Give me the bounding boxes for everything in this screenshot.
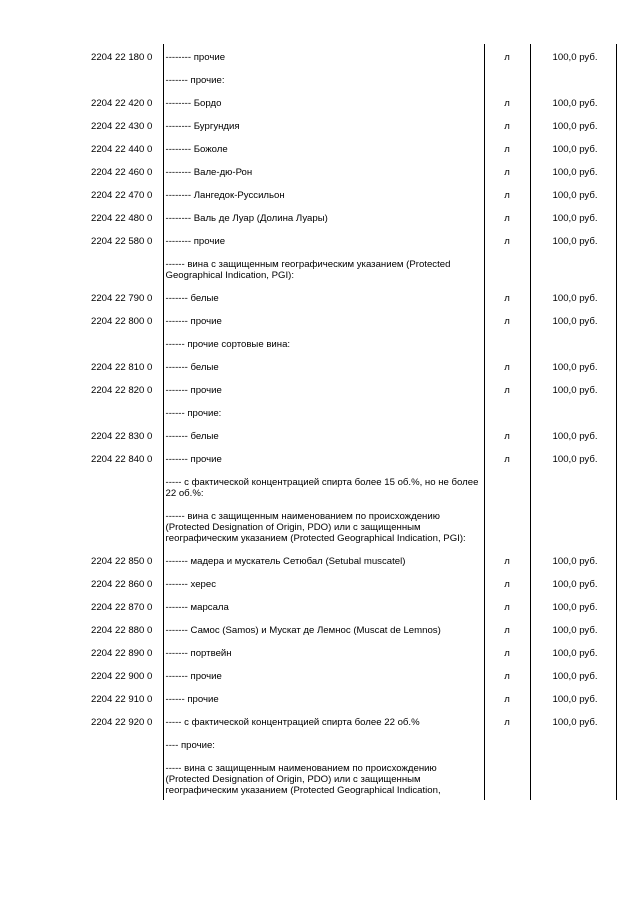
duty-rate-cell <box>530 503 616 548</box>
tariff-code-cell: 2204 22 810 0 <box>91 362 153 373</box>
unit-cell: л <box>484 686 530 709</box>
duty-rate-cell: 100,0 руб. <box>530 308 616 331</box>
tariff-code-cell <box>87 503 163 548</box>
description-cell: ------ прочие <box>163 686 484 709</box>
unit-cell <box>484 400 530 423</box>
table-row <box>87 686 616 709</box>
description-cell: ----- вина с защищенным наименованием по происхождению (Protected Designation of Origin, PDO) или с защищенным географическим указанием (Protected Geographical Indication, <box>163 755 484 800</box>
description-cell: ------ прочие: <box>163 400 484 423</box>
table-row <box>87 90 616 113</box>
table-row <box>87 136 616 159</box>
tariff-code-cell: 2204 22 460 0 <box>91 167 153 178</box>
duty-rate-cell: 100,0 руб. <box>530 354 616 377</box>
table-row <box>87 446 616 469</box>
tariff-code-cell: 2204 22 910 0 <box>91 694 153 705</box>
duty-rate-cell: 100,0 руб. <box>530 285 616 308</box>
tariff-code-cell: 2204 22 870 0 <box>91 602 153 613</box>
unit-cell <box>484 755 530 800</box>
duty-rate-cell: 100,0 руб. <box>530 594 616 617</box>
table-row <box>87 423 616 446</box>
duty-rate-cell: 100,0 руб. <box>530 709 616 732</box>
unit-cell: л <box>484 548 530 571</box>
unit-cell <box>484 469 530 503</box>
duty-rate-cell <box>530 755 616 800</box>
description-cell: -------- Бургундия <box>163 113 484 136</box>
duty-rate-cell: 100,0 руб. <box>530 136 616 159</box>
table-row <box>87 285 616 308</box>
description-cell: ------ вина с защищенным наименованием по происхождению (Protected Designation of Origin, PDO) или с защищенным географическим указанием (Protected Geographical Indication, PGI): <box>163 503 484 548</box>
tariff-code-cell: 2204 22 180 0 <box>91 52 153 63</box>
description-cell: ----- с фактической концентрацией спирта более 15 об.%, но не более 22 об.%: <box>163 469 484 503</box>
tariff-code-cell: 2204 22 420 0 <box>91 98 153 109</box>
tariff-code-cell <box>87 469 163 503</box>
table-row <box>87 182 616 205</box>
unit-cell: л <box>484 113 530 136</box>
duty-rate-cell: 100,0 руб. <box>530 548 616 571</box>
tariff-code-cell: 2204 22 860 0 <box>91 579 153 590</box>
description-cell: ------- прочие <box>163 308 484 331</box>
description-cell: -------- Божоле <box>163 136 484 159</box>
duty-rate-cell: 100,0 руб. <box>530 617 616 640</box>
duty-rate-cell: 100,0 руб. <box>530 663 616 686</box>
table-row <box>87 709 616 732</box>
unit-cell: л <box>484 228 530 251</box>
unit-cell <box>484 503 530 548</box>
tariff-code-cell: 2204 22 430 0 <box>91 121 153 132</box>
tariff-code-cell: 2204 22 850 0 <box>91 556 153 567</box>
unit-cell: л <box>484 44 530 67</box>
table-row <box>87 67 616 90</box>
table-row <box>87 159 616 182</box>
description-cell: ------- прочие <box>163 377 484 400</box>
tariff-code-cell: 2204 22 820 0 <box>91 385 153 396</box>
description-cell: ------- мадера и мускатель Сетюбал (Setubal muscatel) <box>163 548 484 571</box>
tariff-code-cell <box>87 251 163 285</box>
unit-cell <box>484 732 530 755</box>
description-cell: ------- прочие: <box>163 67 484 90</box>
table-row <box>87 571 616 594</box>
table-row <box>87 617 616 640</box>
table-row <box>87 594 616 617</box>
table-row <box>87 732 616 755</box>
unit-cell: л <box>484 423 530 446</box>
tariff-table-body <box>87 44 616 800</box>
tariff-code-cell: 2204 22 580 0 <box>91 236 153 247</box>
tariff-code-cell <box>87 732 163 755</box>
unit-cell <box>484 331 530 354</box>
tariff-code-cell: 2204 22 470 0 <box>91 190 153 201</box>
table-row <box>87 640 616 663</box>
duty-rate-cell <box>530 400 616 423</box>
description-cell: ------ прочие сортовые вина: <box>163 331 484 354</box>
duty-rate-cell: 100,0 руб. <box>530 113 616 136</box>
unit-cell <box>484 251 530 285</box>
duty-rate-cell: 100,0 руб. <box>530 571 616 594</box>
description-cell: ------- херес <box>163 571 484 594</box>
duty-rate-cell <box>530 67 616 90</box>
duty-rate-cell: 100,0 руб. <box>530 44 616 67</box>
table-row <box>87 251 616 285</box>
tariff-code-cell <box>87 400 163 423</box>
unit-cell: л <box>484 594 530 617</box>
duty-rate-cell <box>530 469 616 503</box>
tariff-code-cell <box>87 331 163 354</box>
description-cell: ------- портвейн <box>163 640 484 663</box>
duty-rate-cell: 100,0 руб. <box>530 159 616 182</box>
tariff-code-cell: 2204 22 800 0 <box>91 316 153 327</box>
duty-rate-cell: 100,0 руб. <box>530 640 616 663</box>
tariff-document <box>87 44 616 800</box>
unit-cell: л <box>484 205 530 228</box>
table-row <box>87 331 616 354</box>
description-cell: ------- марсала <box>163 594 484 617</box>
tariff-code-cell <box>87 755 163 800</box>
description-cell: ---- прочие: <box>163 732 484 755</box>
table-row <box>87 377 616 400</box>
table-row <box>87 400 616 423</box>
description-cell: -------- прочие <box>163 44 484 67</box>
description-cell: ------ вина с защищенным географическим указанием (Protected Geographical Indication, PGI): <box>163 251 484 285</box>
unit-cell: л <box>484 285 530 308</box>
table-row <box>87 228 616 251</box>
tariff-code-cell <box>87 67 163 90</box>
unit-cell: л <box>484 354 530 377</box>
unit-cell: л <box>484 136 530 159</box>
description-cell: -------- Валь де Луар (Долина Луары) <box>163 205 484 228</box>
duty-rate-cell: 100,0 руб. <box>530 686 616 709</box>
description-cell: ------- прочие <box>163 446 484 469</box>
description-cell: -------- прочие <box>163 228 484 251</box>
table-row <box>87 503 616 548</box>
description-cell: ------- белые <box>163 423 484 446</box>
table-row <box>87 354 616 377</box>
table-row <box>87 113 616 136</box>
unit-cell: л <box>484 663 530 686</box>
table-row <box>87 663 616 686</box>
tariff-table <box>87 44 617 800</box>
unit-cell: л <box>484 90 530 113</box>
unit-cell: л <box>484 308 530 331</box>
tariff-code-cell: 2204 22 920 0 <box>91 717 153 728</box>
tariff-code-cell: 2204 22 880 0 <box>91 625 153 636</box>
tariff-code-cell: 2204 22 830 0 <box>91 431 153 442</box>
tariff-code-cell: 2204 22 890 0 <box>91 648 153 659</box>
unit-cell: л <box>484 617 530 640</box>
unit-cell: л <box>484 182 530 205</box>
duty-rate-cell: 100,0 руб. <box>530 377 616 400</box>
description-cell: ------- Самос (Samos) и Мускат де Лемнос (Muscat de Lemnos) <box>163 617 484 640</box>
unit-cell <box>484 67 530 90</box>
tariff-code-cell: 2204 22 840 0 <box>91 454 153 465</box>
duty-rate-cell <box>530 331 616 354</box>
unit-cell: л <box>484 446 530 469</box>
tariff-code-cell: 2204 22 900 0 <box>91 671 153 682</box>
unit-cell: л <box>484 159 530 182</box>
duty-rate-cell: 100,0 руб. <box>530 205 616 228</box>
tariff-code-cell: 2204 22 790 0 <box>91 293 153 304</box>
duty-rate-cell: 100,0 руб. <box>530 90 616 113</box>
duty-rate-cell <box>530 732 616 755</box>
table-row <box>87 755 616 800</box>
description-cell: ----- с фактической концентрацией спирта более 22 об.% <box>163 709 484 732</box>
tariff-code-cell: 2204 22 480 0 <box>91 213 153 224</box>
duty-rate-cell: 100,0 руб. <box>530 182 616 205</box>
tariff-code-cell: 2204 22 440 0 <box>91 144 153 155</box>
description-cell: -------- Лангедок-Руссильон <box>163 182 484 205</box>
duty-rate-cell: 100,0 руб. <box>530 446 616 469</box>
duty-rate-cell <box>530 251 616 285</box>
table-row <box>87 469 616 503</box>
description-cell: -------- Бордо <box>163 90 484 113</box>
description-cell: ------- прочие <box>163 663 484 686</box>
unit-cell: л <box>484 571 530 594</box>
unit-cell: л <box>484 709 530 732</box>
table-row <box>87 44 616 67</box>
table-row <box>87 308 616 331</box>
duty-rate-cell: 100,0 руб. <box>530 423 616 446</box>
description-cell: -------- Вале-дю-Рон <box>163 159 484 182</box>
description-cell: ------- белые <box>163 354 484 377</box>
table-row <box>87 205 616 228</box>
duty-rate-cell: 100,0 руб. <box>530 228 616 251</box>
unit-cell: л <box>484 640 530 663</box>
table-row <box>87 548 616 571</box>
unit-cell: л <box>484 377 530 400</box>
description-cell: ------- белые <box>163 285 484 308</box>
